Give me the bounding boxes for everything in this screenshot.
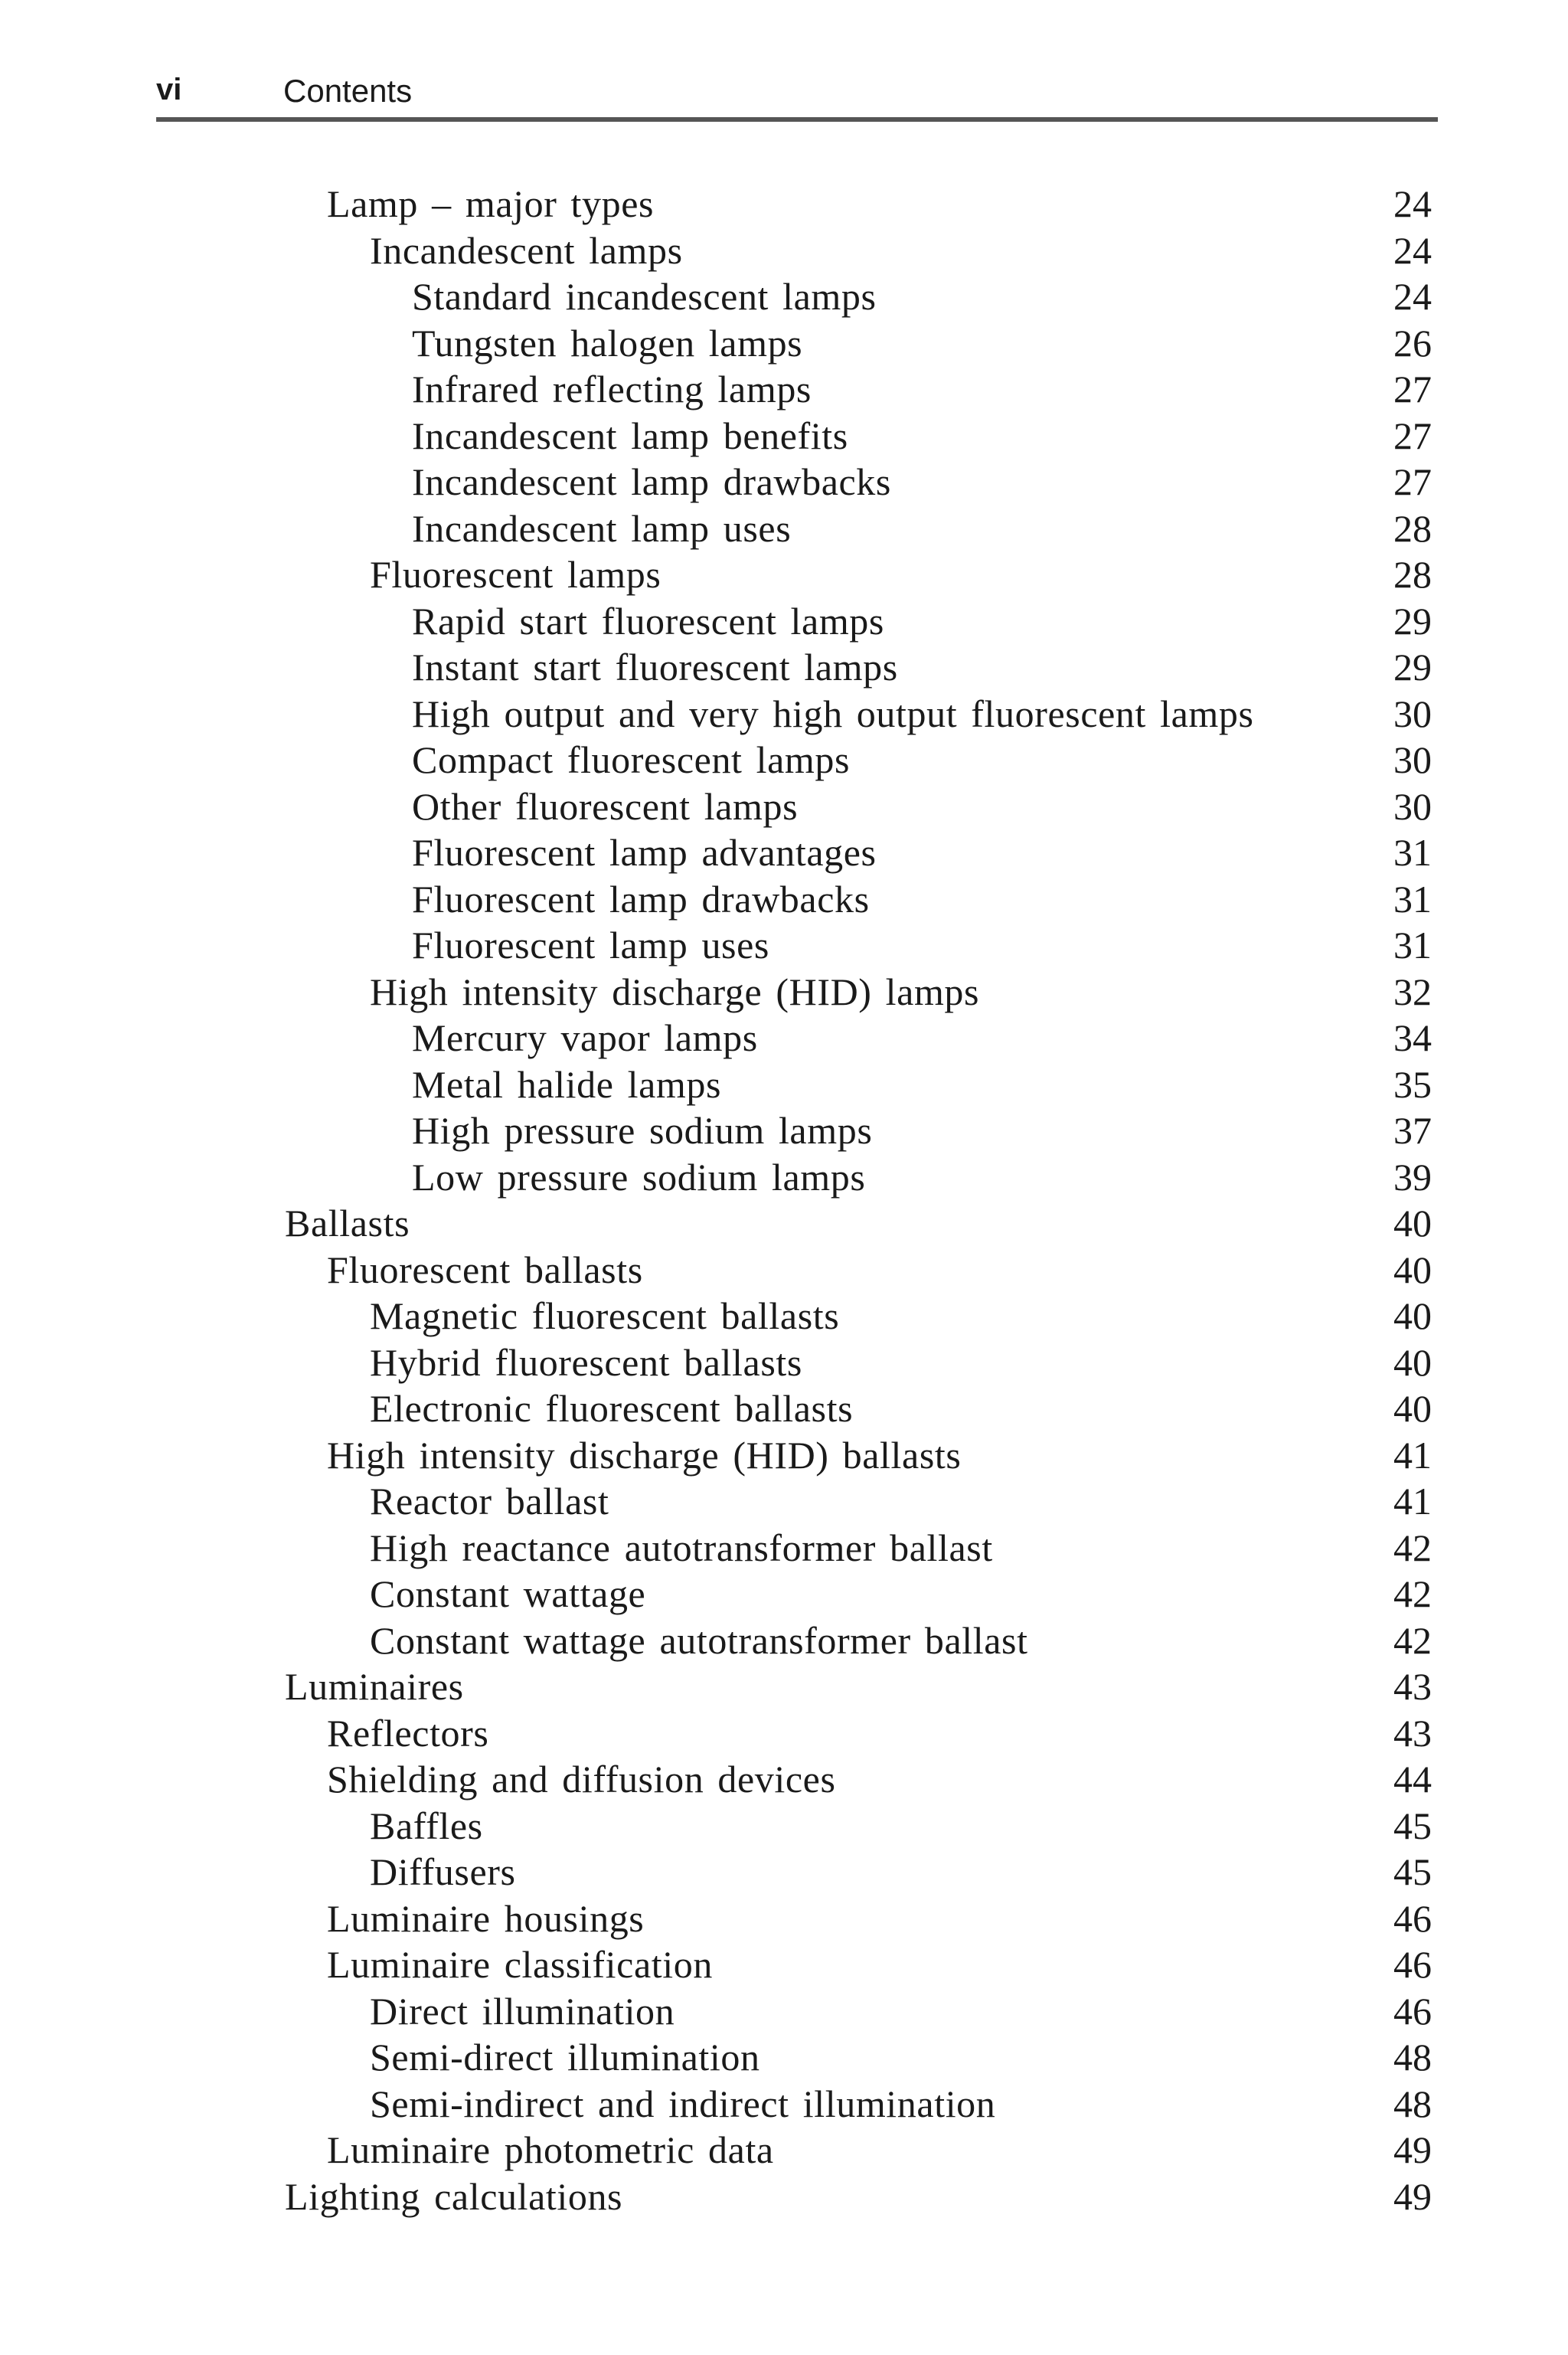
toc-entry-page-number: 35 <box>1393 1062 1432 1106</box>
toc-entry-title: Magnetic fluorescent ballasts <box>370 1294 840 1337</box>
toc-entry <box>0 505 1568 552</box>
toc-entry-page-number: 37 <box>1393 1109 1432 1152</box>
toc-entry-title: High intensity discharge (HID) ballasts <box>327 1433 962 1477</box>
toc-entry-page-number: 24 <box>1393 182 1432 225</box>
toc-entry-page-number: 27 <box>1393 414 1432 457</box>
toc-entry-page-number: 46 <box>1393 1943 1432 1986</box>
toc-entry <box>0 1663 1568 1710</box>
toc-entry <box>0 181 1568 227</box>
toc-entry <box>0 1385 1568 1432</box>
toc-entry <box>0 551 1568 598</box>
toc-entry-page-number: 31 <box>1393 877 1432 921</box>
toc-entry <box>0 876 1568 923</box>
toc-entry-page-number: 48 <box>1393 2082 1432 2125</box>
running-head-title: Contents <box>283 73 413 109</box>
toc-entry <box>0 1617 1568 1664</box>
toc-entry-title: Lighting calculations <box>285 2174 623 2218</box>
toc-entry <box>0 413 1568 460</box>
toc-entry-title: Semi-direct illumination <box>370 2036 760 2079</box>
toc-entry-title: Shielding and diffusion devices <box>327 1758 836 1801</box>
toc-entry-page-number: 40 <box>1393 1340 1432 1384</box>
toc-entry-title: Compact fluorescent lamps <box>412 738 851 781</box>
page-folio: vi <box>156 73 182 106</box>
toc-entry <box>0 1803 1568 1850</box>
toc-entry <box>0 644 1568 691</box>
toc-entry <box>0 1247 1568 1294</box>
toc-entry <box>0 598 1568 645</box>
running-head <box>156 73 1438 119</box>
toc-entry-page-number: 48 <box>1393 2036 1432 2079</box>
toc-entry-page-number: 46 <box>1393 1989 1432 2033</box>
toc-entry-title: Fluorescent lamp uses <box>412 924 769 967</box>
toc-entry-title: Direct illumination <box>370 1989 675 2033</box>
toc-entry-page-number: 40 <box>1393 1202 1432 1245</box>
toc-entry-title: Metal halide lamps <box>412 1062 722 1106</box>
toc-entry-title: Fluorescent lamp advantages <box>412 831 877 874</box>
toc-entry-title: Infrared reflecting lamps <box>412 368 812 410</box>
toc-entry-page-number: 46 <box>1393 1896 1432 1940</box>
toc-entry <box>0 1941 1568 1988</box>
toc-entry <box>0 1478 1568 1525</box>
toc-entry-page-number: 43 <box>1393 1665 1432 1708</box>
toc-entry-page-number: 32 <box>1393 970 1432 1013</box>
toc-entry <box>0 783 1568 830</box>
toc-entry-page-number: 26 <box>1393 321 1432 365</box>
toc-entry-page-number: 49 <box>1393 2128 1432 2171</box>
toc-entry <box>0 737 1568 783</box>
toc-entry-title: Ballasts <box>285 1202 410 1245</box>
toc-entry-page-number: 42 <box>1393 1618 1432 1662</box>
toc-entry-title: Reactor ballast <box>370 1480 609 1523</box>
toc-entry-title: Incandescent lamp uses <box>412 506 792 550</box>
toc-entry-title: Fluorescent ballasts <box>327 1248 643 1291</box>
toc-entry-page-number: 43 <box>1393 1711 1432 1755</box>
toc-entry-page-number: 41 <box>1393 1480 1432 1523</box>
toc-entry-title: Constant wattage autotransformer ballast <box>370 1618 1028 1662</box>
toc-entry-page-number: 44 <box>1393 1758 1432 1801</box>
toc-entry <box>0 2127 1568 2173</box>
toc-entry-page-number: 34 <box>1393 1016 1432 1059</box>
toc-entry-page-number: 29 <box>1393 646 1432 689</box>
toc-entry <box>0 1200 1568 1247</box>
toc-entry <box>0 227 1568 274</box>
toc-entry-title: Incandescent lamp drawbacks <box>412 460 891 503</box>
toc-entry-page-number: 29 <box>1393 599 1432 643</box>
toc-entry-title: Reflectors <box>327 1711 489 1755</box>
toc-entry <box>0 1988 1568 2035</box>
toc-entry-page-number: 31 <box>1393 831 1432 874</box>
toc-entry <box>0 691 1568 738</box>
toc-entry-page-number: 31 <box>1393 924 1432 967</box>
toc-entry-title: Tungsten halogen lamps <box>412 321 803 365</box>
toc-entry <box>0 1756 1568 1803</box>
toc-entry-title: Luminaires <box>285 1665 464 1708</box>
toc-entry-page-number: 28 <box>1393 553 1432 596</box>
toc-entry-title: Fluorescent lamps <box>370 553 662 596</box>
toc-entry-page-number: 30 <box>1393 784 1432 828</box>
toc-entry <box>0 273 1568 320</box>
toc-entry-title: High reactance autotransformer ballast <box>370 1526 993 1569</box>
toc-entry-title: Fluorescent lamp drawbacks <box>412 877 870 921</box>
toc-entry-page-number: 45 <box>1393 1850 1432 1893</box>
toc-entry <box>0 969 1568 1016</box>
toc-entry <box>0 1895 1568 1942</box>
toc-entry-page-number: 45 <box>1393 1804 1432 1847</box>
toc-entry-title: Incandescent lamp benefits <box>412 414 848 457</box>
toc-entry-title: Standard incandescent lamps <box>412 275 877 318</box>
toc-entry <box>0 1061 1568 1108</box>
toc-entry-page-number: 27 <box>1393 368 1432 410</box>
toc-entry-title: Electronic fluorescent ballasts <box>370 1387 854 1430</box>
toc-entry <box>0 366 1568 413</box>
toc-entry <box>0 1849 1568 1895</box>
toc-entry-title: High output and very high output fluorescent lamps <box>412 692 1254 735</box>
toc-entry-title: Instant start fluorescent lamps <box>412 646 898 689</box>
toc-entry <box>0 1154 1568 1201</box>
toc-entry-title: Luminaire housings <box>327 1896 645 1940</box>
toc-entry-page-number: 40 <box>1393 1387 1432 1430</box>
toc-entry-page-number: 40 <box>1393 1294 1432 1337</box>
toc-entry <box>0 2173 1568 2220</box>
toc-entry <box>0 2081 1568 2128</box>
toc-entry-page-number: 42 <box>1393 1526 1432 1569</box>
toc-entry-title: Other fluorescent lamps <box>412 784 799 828</box>
toc-entry-page-number: 42 <box>1393 1572 1432 1615</box>
toc-entry-page-number: 24 <box>1393 228 1432 272</box>
toc-entry <box>0 2034 1568 2081</box>
toc-entry <box>0 1432 1568 1479</box>
toc-entry-title: High pressure sodium lamps <box>412 1109 873 1152</box>
toc-entry-page-number: 30 <box>1393 692 1432 735</box>
toc-entry <box>0 1107 1568 1154</box>
toc-entry-page-number: 40 <box>1393 1248 1432 1291</box>
toc-entry-page-number: 41 <box>1393 1433 1432 1477</box>
toc-entry <box>0 922 1568 969</box>
toc-entry-title: Rapid start fluorescent lamps <box>412 599 884 643</box>
toc-entry-page-number: 39 <box>1393 1155 1432 1199</box>
toc-entry-title: High intensity discharge (HID) lamps <box>370 970 980 1013</box>
header-rule <box>156 117 1438 122</box>
toc-entry-title: Incandescent lamps <box>370 228 683 272</box>
toc-entry <box>0 320 1568 367</box>
toc-entry-title: Hybrid fluorescent ballasts <box>370 1340 802 1384</box>
toc-entry <box>0 1293 1568 1339</box>
toc-entry-title: Lamp – major types <box>327 182 655 225</box>
toc-entry <box>0 1710 1568 1757</box>
toc-entry <box>0 1339 1568 1386</box>
toc-entry-page-number: 49 <box>1393 2174 1432 2218</box>
toc-entry-title: Baffles <box>370 1804 483 1847</box>
toc-entry <box>0 1015 1568 1061</box>
table-of-contents <box>0 181 1568 2219</box>
toc-entry-title: Low pressure sodium lamps <box>412 1155 866 1199</box>
toc-entry-title: Luminaire classification <box>327 1943 713 1986</box>
toc-entry-title: Luminaire photometric data <box>327 2128 774 2171</box>
toc-entry-title: Mercury vapor lamps <box>412 1016 758 1059</box>
toc-entry-page-number: 28 <box>1393 506 1432 550</box>
toc-entry <box>0 1571 1568 1617</box>
toc-entry-page-number: 27 <box>1393 460 1432 503</box>
toc-entry <box>0 459 1568 505</box>
toc-entry-page-number: 30 <box>1393 738 1432 781</box>
toc-entry-title: Diffusers <box>370 1850 516 1893</box>
toc-entry <box>0 1525 1568 1572</box>
toc-entry-title: Semi-indirect and indirect illumination <box>370 2082 996 2125</box>
toc-entry-page-number: 24 <box>1393 275 1432 318</box>
toc-entry <box>0 829 1568 876</box>
toc-entry-title: Constant wattage <box>370 1572 646 1615</box>
